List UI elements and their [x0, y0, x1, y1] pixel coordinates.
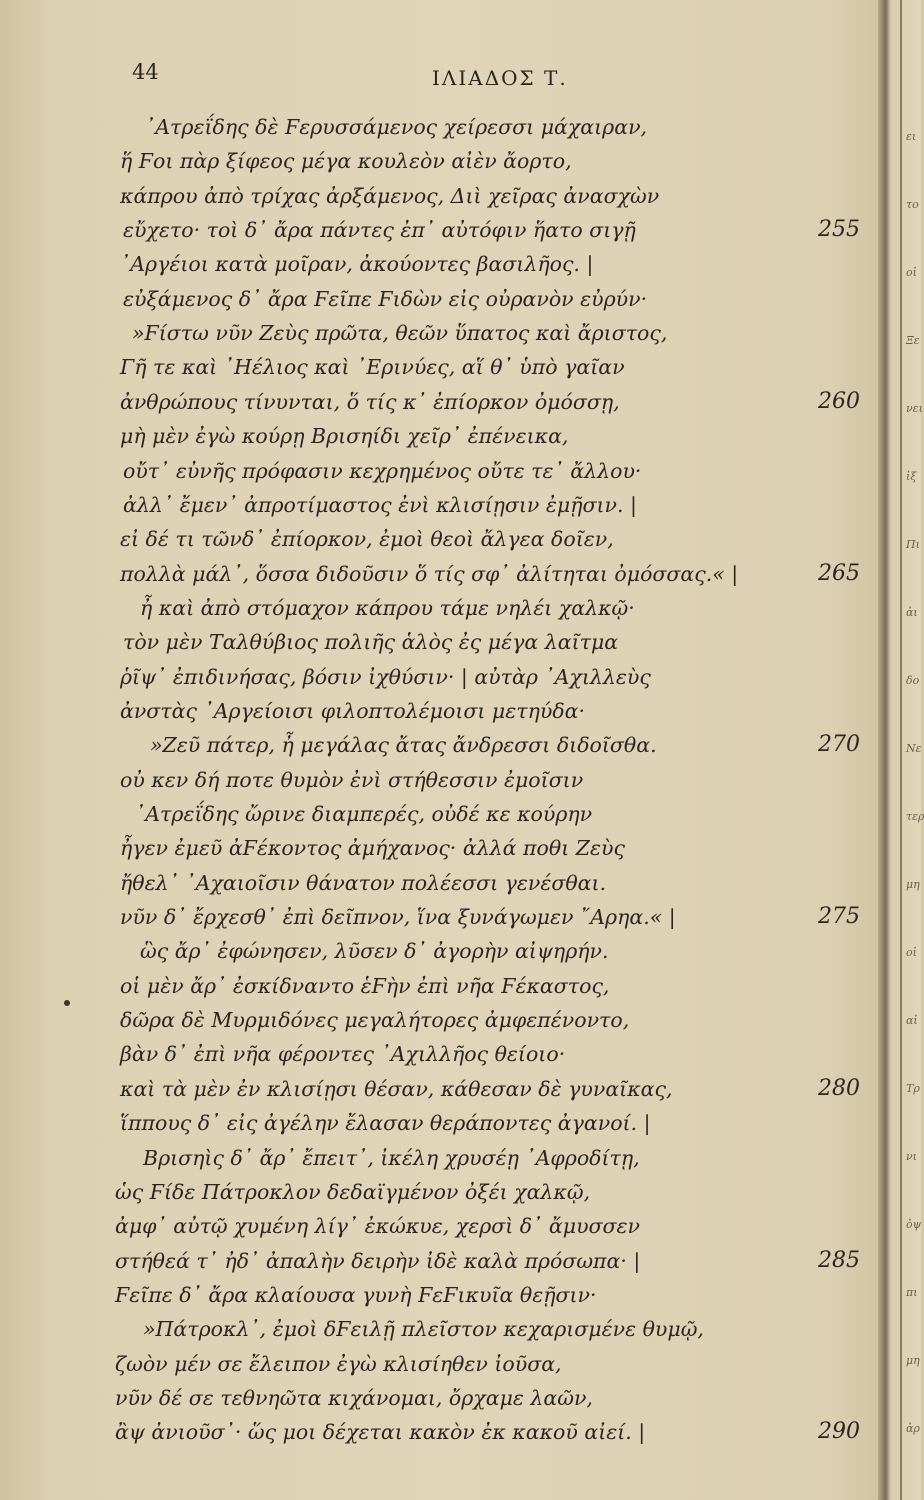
- bleed-fragment: νι: [906, 1150, 917, 1163]
- verse-line: κάπρου ἀπὸ τρίχας ἀρξάμενος, Διὶ χεῖρας ἀνασχὼν: [120, 183, 660, 208]
- bleed-fragment: Πι: [906, 538, 920, 551]
- verse-line: ἦγεν ἐμεῦ ἀϜέκοντος ἀμήχανος· ἀλλά ποθι Ζεὺς: [120, 836, 625, 861]
- line-number: 275: [818, 904, 860, 930]
- verse-line: ὡς Ϝίδε Πάτροκλον δεδαϊγμένον ὀξέι χαλκῷ,: [115, 1179, 591, 1204]
- line-number: 270: [818, 732, 860, 758]
- verse-line: μὴ μὲν ἐγὼ κούρῃ Βρισηίδι χεῖρ᾽ ἐπένεικα,: [120, 424, 569, 449]
- verse-line: ἀλλ᾽ ἔμεν᾽ ἀπροτίμαστος ἐνὶ κλισίῃσιν ἐμῇσιν. |: [123, 492, 637, 517]
- line-number: 280: [818, 1075, 860, 1101]
- verse-line: »Πάτροκλ᾽, ἐμοὶ δϜειλῇ πλεῖστον κεχαρισμένε θυμῷ,: [143, 1317, 704, 1342]
- verse-line: »Ϝίστω νῦν Ζεὺς πρῶτα, θεῶν ὕπατος καὶ ἄριστος,: [132, 321, 668, 346]
- verse-line: στήθεά τ᾽ ἠδ᾽ ἀπαλὴν δειρὴν ἰδὲ καλὰ πρόσωπα· |: [115, 1248, 641, 1273]
- verse-line: ᾽Αργέιοι κατὰ μοῖραν, ἀκούοντες βασιλῆος. |: [120, 252, 594, 277]
- verse-line: Γῆ τε καὶ ᾽Ηέλιος καὶ ᾽Ερινύες, αἵ θ᾽ ὑπὸ γαῖαν: [120, 355, 625, 380]
- verse-line: καὶ τὰ μὲν ἐν κλισίῃσι θέσαν, κάθεσαν δὲ γυναῖκας,: [120, 1076, 673, 1101]
- line-number: 285: [818, 1247, 860, 1273]
- verse-line: ἥ Ϝοι πὰρ ξίφεος μέγα κουλεὸν αἰὲν ἄορτο,: [120, 149, 572, 174]
- bleed-fragment: ὀψ: [906, 1218, 922, 1231]
- line-number: 255: [818, 217, 860, 243]
- verse-line: Βρισηὶς δ᾽ ἄρ᾽ ἔπειτ᾽, ἰκέλη χρυσέῃ ᾽Αφροδίτῃ,: [143, 1145, 640, 1170]
- verse-line: βὰν δ᾽ ἐπὶ νῆα φέροντες ᾽Αχιλλῆος θείοιο·: [120, 1042, 566, 1067]
- verse-line: ἤθελ᾽ ᾽Αχαιοῖσιν θάνατον πολέεσσι γενέσθαι.: [120, 870, 607, 895]
- verse-line: ἂψ ἀνιοῦσ᾽· ὥς μοι δέχεται κακὸν ἐκ κακοῦ αἰεί. |: [115, 1420, 646, 1445]
- verse-line: τὸν μὲν Ταλθύβιος πολιῆς ἁλὸς ἐς μέγα λαῖτμα: [123, 630, 619, 655]
- bleed-fragment: αἰ: [906, 1014, 918, 1027]
- ink-dot: [64, 1000, 70, 1006]
- bleed-fragment: δο: [906, 674, 920, 687]
- verse-line: οὔτ᾽ εὐνῆς πρόφασιν κεχρημένος οὔτε τε᾽ ἄλλου·: [123, 458, 642, 483]
- page-edge-line: [900, 0, 902, 1500]
- bleed-fragment: ἰξ: [906, 470, 917, 483]
- bleed-fragment: οἱ: [906, 946, 917, 959]
- bleed-fragment: μη: [906, 1354, 920, 1367]
- verse-line: εὐξάμενος δ᾽ ἄρα Ϝεῖπε Ϝιδὼν εἰς οὐρανὸν εὐρύν·: [123, 286, 648, 311]
- verse-line: ῥῖψ᾽ ἐπιδινήσας, βόσιν ἰχθύσιν· | αὐτὰρ ᾽Αχιλλεὺς: [120, 664, 651, 689]
- verse-line: ἀνθρώπους τίνυνται, ὅ τίς κ᾽ ἐπίορκον ὀμόσσῃ,: [120, 389, 620, 414]
- verse-line: εἰ δέ τι τῶνδ᾽ ἐπίορκον, ἐμοὶ θεοὶ ἄλγεα δοῖεν,: [120, 527, 614, 552]
- bleed-fragment: το: [906, 198, 919, 211]
- verse-line: δῶρα δὲ Μυρμιδόνες μεγαλήτορες ἀμφεπένοντο,: [120, 1008, 630, 1033]
- verse-line: ἦ καὶ ἀπὸ στόμαχον κάπρου τάμε νηλέι χαλκῷ·: [140, 595, 635, 620]
- verse-line: ᾽Ατρεΐδης δὲ Ϝερυσσάμενος χείρεσσι μάχαιραν,: [145, 115, 648, 139]
- verse-line: ἀνστὰς ᾽Αργείοισι φιλοπτολέμοισι μετηύδα·: [120, 698, 586, 723]
- verse-line: νῦν δ᾽ ἔρχεσθ᾽ ἐπὶ δεῖπνον, ἵνα ξυνάγωμεν ῎Αρηα.« |: [120, 905, 676, 930]
- bleed-fragment: ει: [906, 130, 917, 143]
- bleed-fragment: πι: [906, 1286, 918, 1299]
- verse-line: »Ζεῦ πάτερ, ἦ μεγάλας ἄτας ἄνδρεσσι διδοῖσθα.: [150, 733, 657, 758]
- verse-line: ᾽Ατρεΐδης ὤρινε διαμπερές, οὐδέ κε κούρην: [135, 802, 593, 826]
- bleed-fragment: ἀρ: [906, 1422, 920, 1435]
- verse-line: ἵππους δ᾽ εἰς ἀγέλην ἔλασαν θεράποντες ἀγανοί. |: [120, 1111, 651, 1136]
- verse-line: Ϝεῖπε δ᾽ ἄρα κλαίουσα γυνὴ ϜεϜικυῖα θεῇσιν·: [115, 1282, 597, 1307]
- bleed-fragment: Ξε: [906, 334, 920, 347]
- bleed-fragment: τερ: [906, 810, 924, 823]
- bleed-fragment: Τρ: [906, 1082, 920, 1095]
- verse-line: οὐ κεν δή ποτε θυμὸν ἐνὶ στήθεσσιν ἐμοῖσιν: [120, 767, 584, 792]
- line-number: 290: [818, 1419, 860, 1445]
- bleed-fragment: ἀι: [906, 606, 918, 619]
- verse-line: ὣς ἄρ᾽ ἐφώνησεν, λῦσεν δ᾽ ἀγορὴν αἰψηρήν.: [140, 939, 609, 964]
- verse-line: πολλὰ μάλ᾽, ὅσσα διδοῦσιν ὅ τίς σφ᾽ ἀλίτηται ὀμόσσας.« |: [120, 561, 739, 586]
- bleed-fragment: Νε: [906, 742, 922, 755]
- verse-line: νῦν δέ σε τεθνηῶτα κιχάνομαι, ὄρχαμε λαῶν,: [115, 1385, 593, 1410]
- bleed-fragment: οἱ: [906, 266, 917, 279]
- running-title: ΙΛΙΑΔΟΣ Τ.: [432, 66, 568, 90]
- verse-line: εὔχετο· τοὶ δ᾽ ἄρα πάντες ἐπ᾽ αὐτόφιν ἥατο σιγῇ: [123, 218, 636, 243]
- line-number: 260: [818, 388, 860, 414]
- verse-line: ζωὸν μέν σε ἔλειπον ἐγὼ κλισίηθεν ἰοῦσα,: [115, 1351, 562, 1376]
- bleed-fragment: μη: [906, 878, 920, 891]
- verse-line: ἀμφ᾽ αὐτῷ χυμένη λίγ᾽ ἐκώκυε, χερσὶ δ᾽ ἄμυσσεν: [115, 1214, 640, 1239]
- page-number: 44: [132, 60, 159, 84]
- bleed-fragment: νει: [906, 402, 923, 415]
- line-number: 265: [818, 560, 860, 586]
- verse-line: οἱ μὲν ἄρ᾽ ἐσκίδναντο ἑϜὴν ἐπὶ νῆα Ϝέκαστος,: [120, 973, 610, 998]
